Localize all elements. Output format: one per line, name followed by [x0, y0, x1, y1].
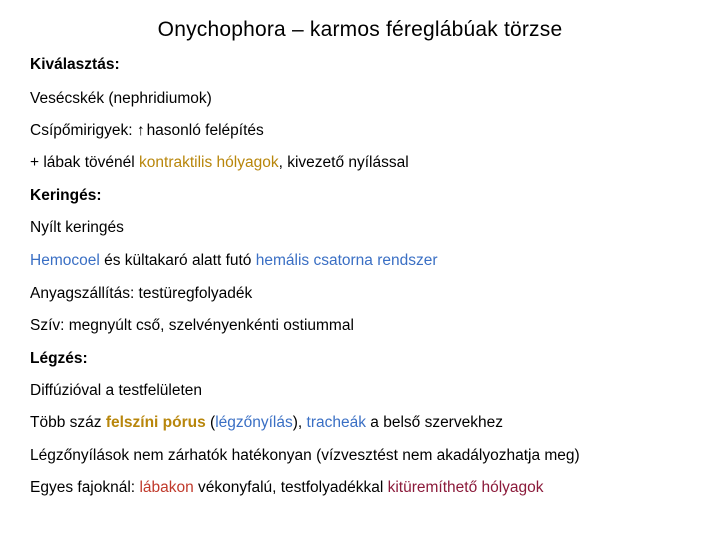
text-segment: Diffúzióval a testfelületen — [30, 382, 203, 399]
text-line — [30, 252, 438, 270]
kivalasztas-heading — [30, 56, 120, 74]
text-segment: légzőnyílás — [215, 414, 293, 431]
text-segment: Anyagszállítás: testüregfolyadék — [30, 285, 253, 302]
text-segment: hasonló felépítés — [146, 122, 264, 139]
text-line — [30, 414, 503, 432]
text-line — [30, 122, 264, 140]
text-line — [30, 285, 252, 303]
text-segment: Csípőmirigyek: — [30, 122, 137, 139]
text-segment: ), — [292, 414, 307, 431]
text-segment: tracheák — [306, 414, 366, 431]
text-segment: Több száz — [30, 414, 106, 431]
text-segment: Légzőnyílások nem zárhatók hatékonyan (vízvesztést nem akadályozhatja meg) — [30, 447, 580, 464]
text-segment: Légzés: — [30, 350, 88, 367]
page-title: Onychophora – karmos féreglábúak törzse — [157, 18, 563, 41]
text-segment: , kivezető nyílással — [278, 154, 409, 171]
text-segment: kitüremíthető hólyagok — [387, 479, 544, 496]
text-line — [30, 90, 212, 108]
text-line — [30, 479, 544, 497]
text-segment: Nyílt keringés — [30, 219, 124, 236]
text-segment: hemális csatorna rendszer — [255, 252, 438, 269]
text-segment: Keringés: — [30, 187, 102, 204]
up-arrow-icon: ↑ — [136, 122, 145, 139]
text-segment: Szív: megnyúlt cső, szelvényenkénti ostiummal — [30, 317, 354, 334]
text-segment: kontraktilis hólyagok — [139, 154, 279, 171]
text-segment: Egyes fajoknál: — [30, 479, 140, 496]
text-segment: + lábak tövénél — [30, 154, 140, 171]
text-segment: a belső szervekhez — [365, 414, 503, 431]
text-line — [30, 317, 354, 335]
text-segment: ( — [205, 414, 216, 431]
text-segment: Vesécskék (nephridiumok) — [30, 90, 212, 107]
text-segment: lábakon — [139, 479, 194, 496]
text-line — [30, 154, 409, 172]
keringes-heading — [30, 187, 102, 205]
legzes-heading — [30, 350, 88, 368]
text-segment: felszíni pórus — [105, 414, 206, 431]
text-segment: Kiválasztás: — [30, 56, 120, 73]
text-segment: Hemocoel — [30, 252, 100, 269]
text-line — [30, 219, 124, 237]
text-line — [30, 382, 202, 400]
text-line — [30, 447, 580, 465]
text-segment: vékonyfalú, testfolyadékkal — [193, 479, 388, 496]
text-segment: és kültakaró alatt futó — [99, 252, 256, 269]
